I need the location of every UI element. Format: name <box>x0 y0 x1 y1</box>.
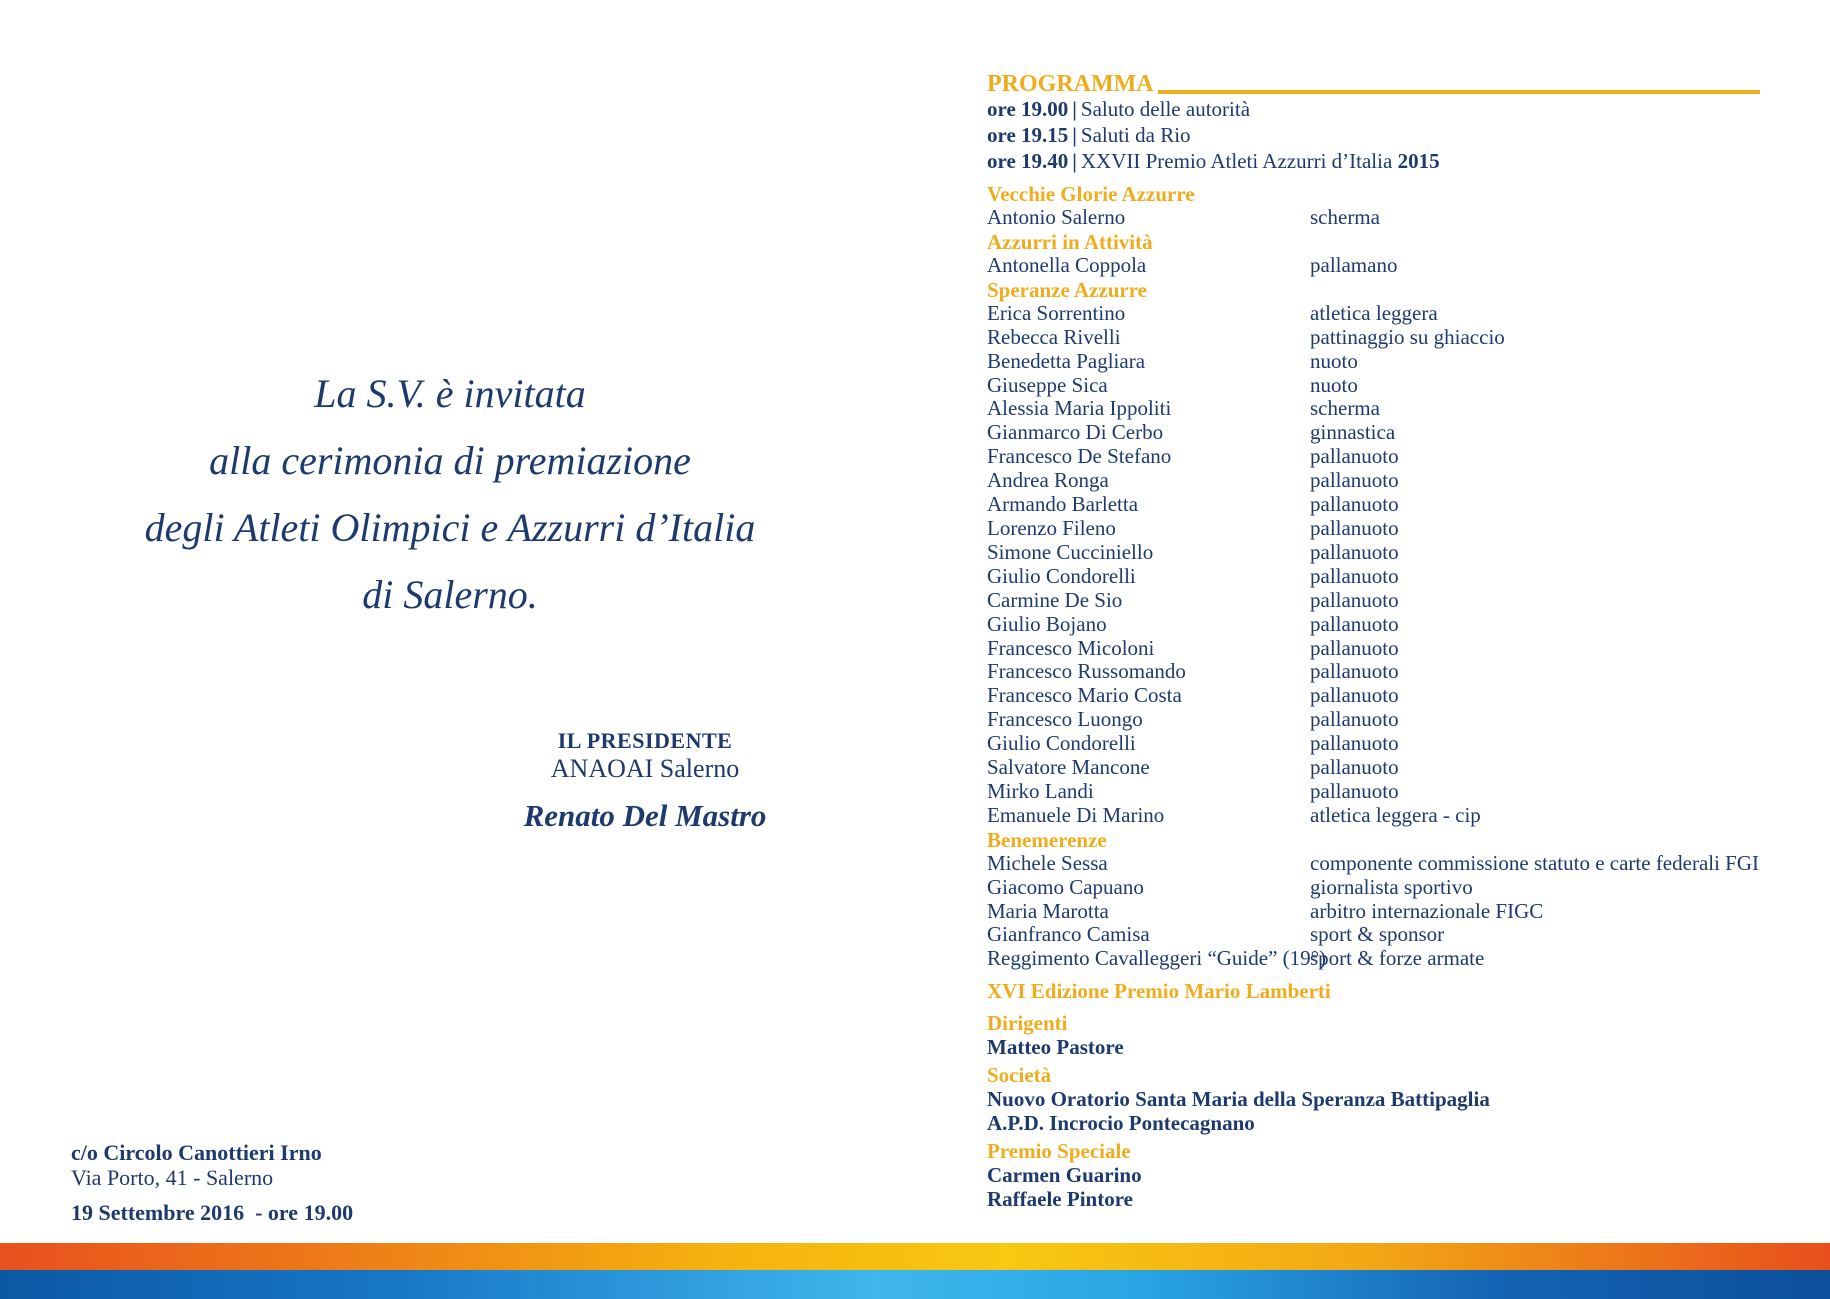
awardee-discipline: arbitro internazionale FIGC <box>1310 898 1544 923</box>
separator: | <box>1072 149 1077 173</box>
awardee-name: Andrea Ronga <box>987 468 1109 493</box>
awardee-name: Lorenzo Fileno <box>987 515 1116 540</box>
awardee-item: A.P.D. Incrocio Pontecagnano <box>987 1111 1255 1136</box>
awardee-name: Simone Cucciniello <box>987 539 1154 564</box>
awardee-name: Reggimento Cavalleggeri “Guide” (19°) <box>987 946 1327 971</box>
awardee-name: Maria Marotta <box>987 898 1109 923</box>
awardee-name: Erica Sorrentino <box>987 300 1126 325</box>
award-row <box>987 852 1760 876</box>
awardee-name: Armando Barletta <box>987 492 1139 517</box>
schedule-time: ore 19.40 <box>987 149 1069 173</box>
awardee-name: Francesco Russomando <box>987 659 1186 684</box>
award-row <box>987 421 1760 445</box>
awardee-discipline: sport & sponsor <box>1310 922 1445 947</box>
schedule-item <box>987 148 1760 174</box>
award-row <box>987 613 1760 637</box>
awardee-name: Antonio Salerno <box>987 205 1126 229</box>
schedule-item <box>987 96 1760 122</box>
award-row <box>987 302 1760 326</box>
awardee-discipline: componente commissione statuto e carte federali FGI <box>1310 850 1760 875</box>
benemerenze-list <box>987 852 1760 972</box>
awardee-name: Emanuele Di Marino <box>987 802 1165 827</box>
invitation-line: degli Atleti Olimpici e Azzurri d’Italia <box>144 505 756 550</box>
award-row <box>987 517 1760 541</box>
section-heading-speranze: Speranze Azzurre <box>987 277 1147 302</box>
awardee-discipline: scherma <box>1310 205 1380 229</box>
separator: | <box>1072 97 1077 121</box>
awardee-discipline: pallamano <box>1310 252 1398 277</box>
invitation-line: alla cerimonia di premiazione <box>209 438 691 483</box>
awardee-discipline: atletica leggera - cip <box>1310 802 1481 827</box>
invitation-line: di Salerno. <box>362 572 538 617</box>
award-row <box>987 326 1760 350</box>
schedule-item <box>987 122 1760 148</box>
award-row <box>987 565 1760 589</box>
decorative-band-blue <box>0 1270 1830 1299</box>
president-name: Renato Del Mastro <box>523 798 767 833</box>
awardee-name: Alessia Maria Ippoliti <box>987 396 1172 421</box>
award-row <box>987 876 1760 900</box>
award-row <box>987 780 1760 804</box>
azzurri-attivita-list <box>987 254 1760 278</box>
awardee-discipline: scherma <box>1310 396 1380 421</box>
program-panel <box>987 66 1760 1211</box>
program-title: PROGRAMMA <box>987 71 1154 97</box>
awardee-item: Carmen Guarino <box>987 1163 1142 1188</box>
awardee-discipline: pallanuoto <box>1310 755 1399 780</box>
awardee-item: Nuovo Oratorio Santa Maria della Speranza Battipaglia <box>987 1087 1490 1112</box>
awardee-discipline: nuoto <box>1310 348 1358 373</box>
societa-list <box>987 1087 1760 1135</box>
awardee-name: Giuseppe Sica <box>987 372 1108 397</box>
awardee-name: Carmine De Sio <box>987 587 1123 612</box>
schedule-text: XXVII Premio Atleti Azzurri d’Italia <box>1080 149 1393 173</box>
speranze-list <box>987 302 1760 828</box>
award-row <box>987 541 1760 565</box>
award-row <box>987 374 1760 398</box>
awardee-name: Francesco De Stefano <box>987 444 1172 469</box>
awardee-name: Giulio Bojano <box>987 611 1107 636</box>
award-row <box>987 947 1760 971</box>
awardee-discipline: pallanuoto <box>1310 587 1399 612</box>
awardee-discipline: pallanuoto <box>1310 731 1399 756</box>
section-heading-benemerenze: Benemerenze <box>987 827 1107 852</box>
venue-name: c/o Circolo Canottieri Irno <box>71 1140 322 1165</box>
award-row <box>987 708 1760 732</box>
awardee-name: Benedetta Pagliara <box>987 348 1146 373</box>
award-row <box>987 589 1760 613</box>
venue-address: Via Porto, 41 - Salerno <box>71 1165 274 1190</box>
awardee-name: Rebecca Rivelli <box>987 324 1121 349</box>
award-row <box>987 254 1760 278</box>
schedule-time: ore 19.15 <box>987 123 1069 147</box>
section-heading-azzurri-attivita: Azzurri in Attività <box>987 229 1153 254</box>
awardee-name: Salvatore Mancone <box>987 755 1150 780</box>
award-row <box>987 445 1760 469</box>
section-heading-lamberti: XVI Edizione Premio Mario Lamberti <box>987 979 1331 1004</box>
awardee-discipline: pallanuoto <box>1310 659 1399 684</box>
awardee-discipline: atletica leggera <box>1310 300 1438 325</box>
event-date: 19 Settembre 2016 - ore 19.00 <box>71 1200 354 1225</box>
award-row <box>987 660 1760 684</box>
schedule-time: ore 19.00 <box>987 97 1069 121</box>
awardee-discipline: pallanuoto <box>1310 515 1399 540</box>
invitation-text <box>120 360 780 628</box>
section-heading-premio-speciale: Premio Speciale <box>987 1139 1131 1164</box>
invitation-line: La S.V. è invitata <box>314 371 586 416</box>
section-heading-societa: Società <box>987 1063 1052 1088</box>
awardee-discipline: pallanuoto <box>1310 707 1399 732</box>
section-heading-vecchie-glorie: Vecchie Glorie Azzurre <box>987 182 1195 206</box>
schedule-text: Saluto delle autorità <box>1080 97 1251 121</box>
award-row <box>987 684 1760 708</box>
awardee-discipline: pallanuoto <box>1310 778 1399 803</box>
award-row <box>987 469 1760 493</box>
awardee-discipline: sport & forze armate <box>1310 946 1485 971</box>
awardee-discipline: pallanuoto <box>1310 563 1399 588</box>
award-row <box>987 493 1760 517</box>
awardee-discipline: ginnastica <box>1310 420 1396 445</box>
awardee-item: Raffaele Pintore <box>987 1187 1133 1212</box>
awardee-discipline: giornalista sportivo <box>1310 874 1473 899</box>
separator: | <box>1072 123 1077 147</box>
dirigenti-list <box>987 1035 1760 1059</box>
awardee-name: Francesco Luongo <box>987 707 1143 732</box>
schedule-text: Saluti da Rio <box>1080 123 1191 147</box>
award-row <box>987 206 1760 230</box>
president-title: IL PRESIDENTE <box>557 728 733 753</box>
organization-name: ANAOAI Salerno <box>550 754 740 783</box>
awardee-name: Gianfranco Camisa <box>987 922 1150 947</box>
awardee-name: Giulio Condorelli <box>987 731 1136 756</box>
award-row <box>987 900 1760 924</box>
program-heading <box>987 66 1760 96</box>
awardee-discipline: pallanuoto <box>1310 492 1399 517</box>
section-heading-dirigenti: Dirigenti <box>987 1011 1068 1036</box>
awardee-name: Giacomo Capuano <box>987 874 1144 899</box>
premio-speciale-list <box>987 1163 1760 1211</box>
awardee-discipline: pallanuoto <box>1310 444 1399 469</box>
awardee-discipline: pallanuoto <box>1310 539 1399 564</box>
vecchie-glorie-list <box>987 206 1760 230</box>
award-row <box>987 397 1760 421</box>
awardee-discipline: pallanuoto <box>1310 468 1399 493</box>
award-row <box>987 637 1760 661</box>
awardee-name: Mirko Landi <box>987 778 1094 803</box>
decorative-band-orange <box>0 1243 1830 1270</box>
award-row <box>987 732 1760 756</box>
awardee-discipline: pallanuoto <box>1310 611 1399 636</box>
schedule-year: 2015 <box>1397 149 1440 173</box>
signature-block <box>480 728 810 834</box>
awardee-name: Gianmarco Di Cerbo <box>987 420 1164 445</box>
awardee-discipline: nuoto <box>1310 372 1358 397</box>
awardee-name: Antonella Coppola <box>987 252 1147 277</box>
venue-block <box>71 1140 353 1225</box>
awardee-item: Matteo Pastore <box>987 1035 1124 1060</box>
awardee-discipline: pallanuoto <box>1310 635 1399 660</box>
program-title-rule <box>1158 90 1760 94</box>
award-row <box>987 756 1760 780</box>
award-row <box>987 804 1760 828</box>
award-row <box>987 350 1760 374</box>
awardee-name: Francesco Mario Costa <box>987 683 1182 708</box>
awardee-name: Francesco Micoloni <box>987 635 1155 660</box>
award-row <box>987 923 1760 947</box>
awardee-name: Giulio Condorelli <box>987 563 1136 588</box>
awardee-name: Michele Sessa <box>987 850 1108 875</box>
awardee-discipline: pattinaggio su ghiaccio <box>1310 324 1505 349</box>
awardee-discipline: pallanuoto <box>1310 683 1399 708</box>
